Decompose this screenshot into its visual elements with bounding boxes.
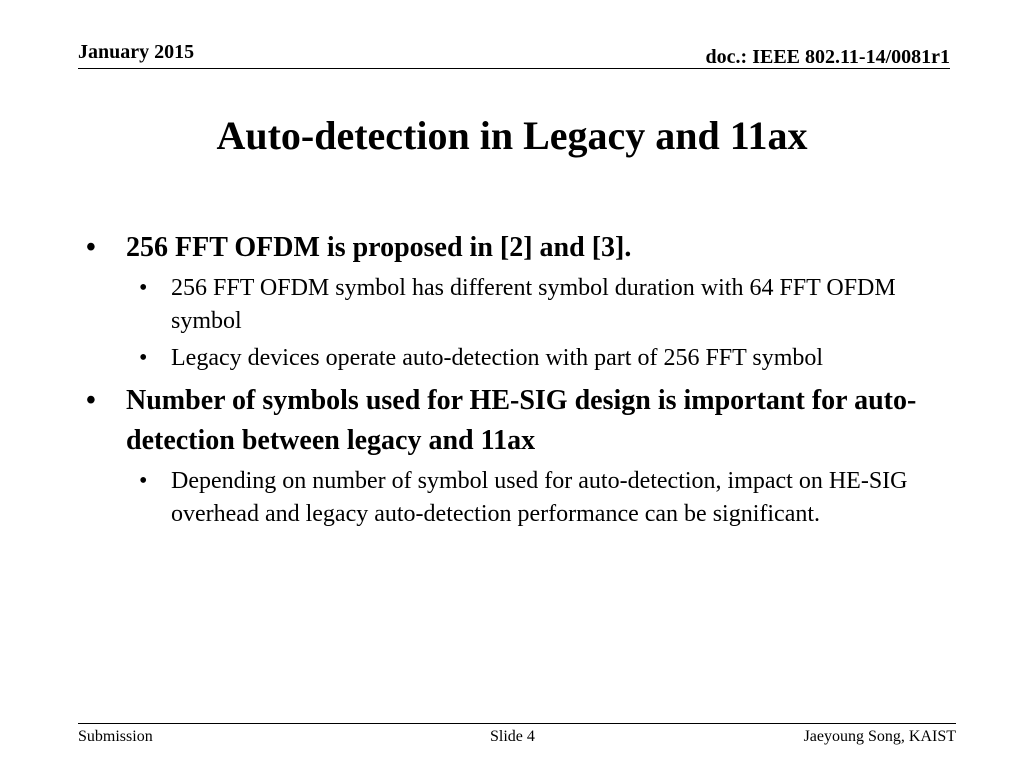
bullet-level1-2	[86, 381, 946, 461]
bullet-text: Legacy devices operate auto-detection with part of 256 FFT symbol	[171, 345, 824, 371]
footer-slide-number: Slide 4	[490, 728, 535, 745]
bullet-dot-icon: •	[139, 275, 148, 301]
slide-title: Auto-detection in Legacy and 11ax	[216, 113, 808, 158]
header-divider	[78, 68, 950, 69]
bullet-dot-icon: •	[86, 385, 96, 416]
header-doc-id: doc.: IEEE 802.11-14/0081r1	[705, 46, 950, 68]
bullet-dot-icon: •	[86, 232, 96, 263]
bullet-level2-3	[86, 465, 911, 531]
bullet-text: 256 FFT OFDM symbol has different symbol duration with 64 FFT OFDM symbol	[171, 275, 896, 334]
header-date: January 2015	[78, 41, 195, 63]
footer-author: Jaeyoung Song, KAIST	[803, 728, 956, 745]
bullet-level2-1	[86, 272, 911, 338]
bullet-text: Depending on number of symbol used for auto-detection, impact on HE-SIG overhead and legacy auto-detection performance can be significant.	[171, 468, 908, 527]
bullet-dot-icon: •	[139, 468, 148, 494]
bullet-dot-icon: •	[139, 345, 148, 371]
bullet-text: 256 FFT OFDM is proposed in [2] and [3].	[126, 232, 632, 263]
footer-submission: Submission	[78, 728, 153, 745]
bullet-level2-2	[86, 342, 911, 375]
bullet-level1-1	[86, 228, 946, 268]
footer-divider	[78, 723, 956, 724]
slide-content	[86, 228, 946, 531]
bullet-text: Number of symbols used for HE-SIG design is important for auto-detection between legacy and 11ax	[126, 385, 917, 456]
